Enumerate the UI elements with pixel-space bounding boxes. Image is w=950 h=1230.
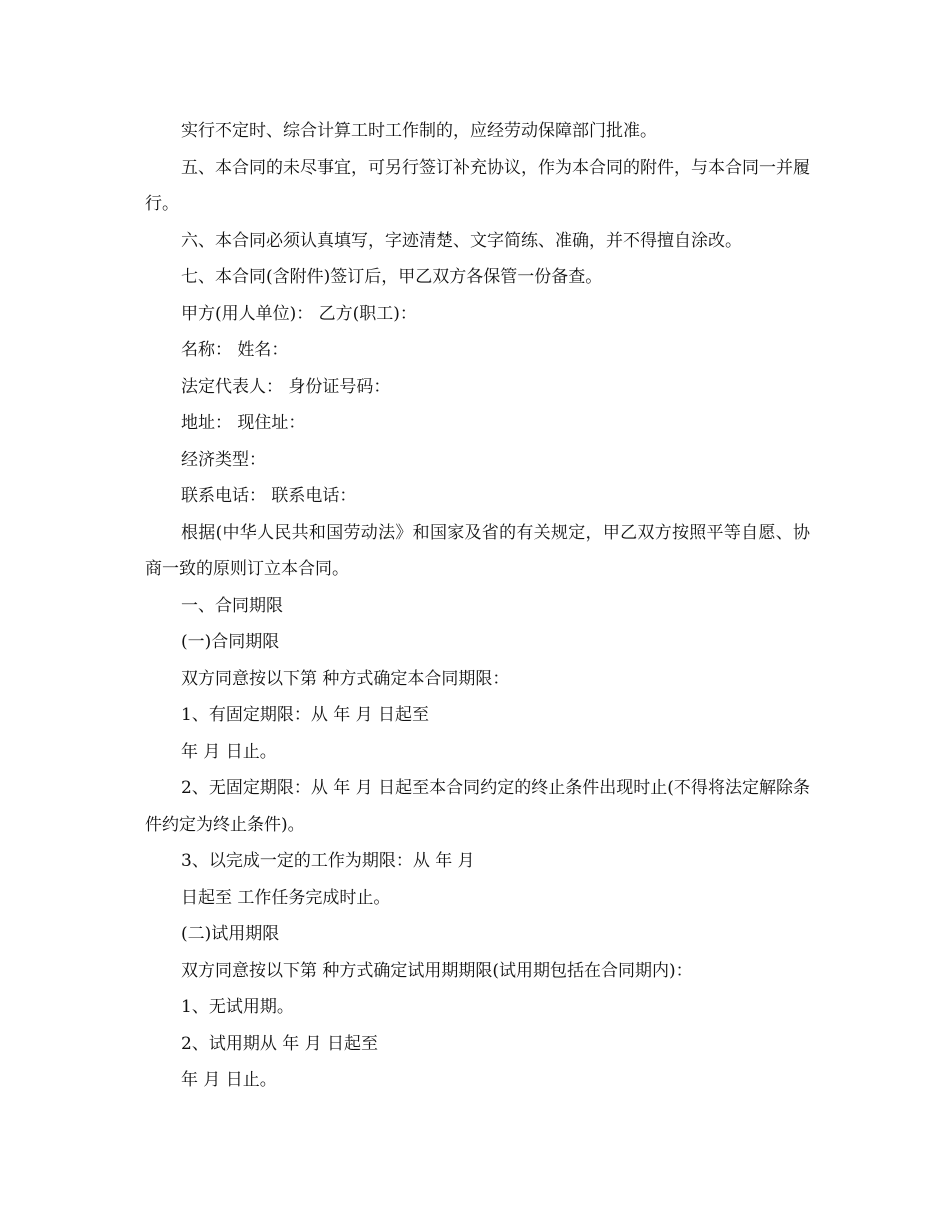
subheading-probation-term: (二)试用期限	[181, 924, 280, 944]
paragraph-working-hours-approval: 实行不定时、综合计算工时工作制的，应经劳动保障部门批准。	[181, 121, 657, 141]
heading-contract-term: 一、合同期限	[181, 595, 283, 616]
paragraph-clause-five: 五、本合同的未尽事宜，可另行签订补充协议，作为本合同的附件，与本合同一并履行。	[145, 157, 810, 214]
subheading-contract-term: (一)合同期限	[181, 632, 280, 652]
paragraph-legal-basis: 根据(中华人民共和国劳动法》和国家及省的有关规定，甲乙双方按照平等自愿、协商一致的原则订立本合同。	[145, 522, 810, 579]
paragraph-clause-seven: 七、本合同(含附件)签订后，甲乙双方各保管一份备查。	[181, 267, 603, 287]
item-no-probation: 1、无试用期。	[181, 997, 294, 1017]
item-task-based-term: 3、以完成一定的工作为期限：从 年 月	[181, 851, 475, 871]
paragraph-clause-six: 六、本合同必须认真填写，字迹清楚、文字简练、准确，并不得擅自涂改。	[181, 230, 742, 251]
field-contact-phone: 联系电话： 联系电话：	[181, 486, 357, 506]
field-legal-representative: 法定代表人： 身份证号码：	[181, 376, 391, 397]
item-fixed-term-end: 年 月 日止。	[181, 741, 277, 762]
paragraph-term-method: 双方同意按以下第 种方式确定本合同期限：	[181, 668, 510, 689]
field-address: 地址： 现住址：	[181, 413, 306, 433]
item-probation-period: 2、试用期从 年 月 日起至	[181, 1033, 379, 1054]
field-name: 名称： 姓名：	[181, 340, 289, 360]
item-fixed-term: 1、有固定期限：从 年 月 日起至	[181, 705, 430, 725]
paragraph-probation-method: 双方同意按以下第 种方式确定试用期期限(试用期包括在合同期内)：	[181, 960, 693, 981]
document-body	[145, 113, 810, 1099]
item-task-based-term-end: 日起至 工作任务完成时止。	[181, 887, 391, 908]
field-economic-type: 经济类型：	[181, 449, 266, 470]
field-party-a-b: 甲方(用人单位)： 乙方(职工)：	[181, 303, 417, 324]
item-probation-period-end: 年 月 日止。	[181, 1070, 277, 1090]
item-open-ended-term: 2、无固定期限：从 年 月 日起至本合同约定的终止条件出现时止(不得将法定解除条件约定为终止条件)。	[145, 778, 810, 835]
